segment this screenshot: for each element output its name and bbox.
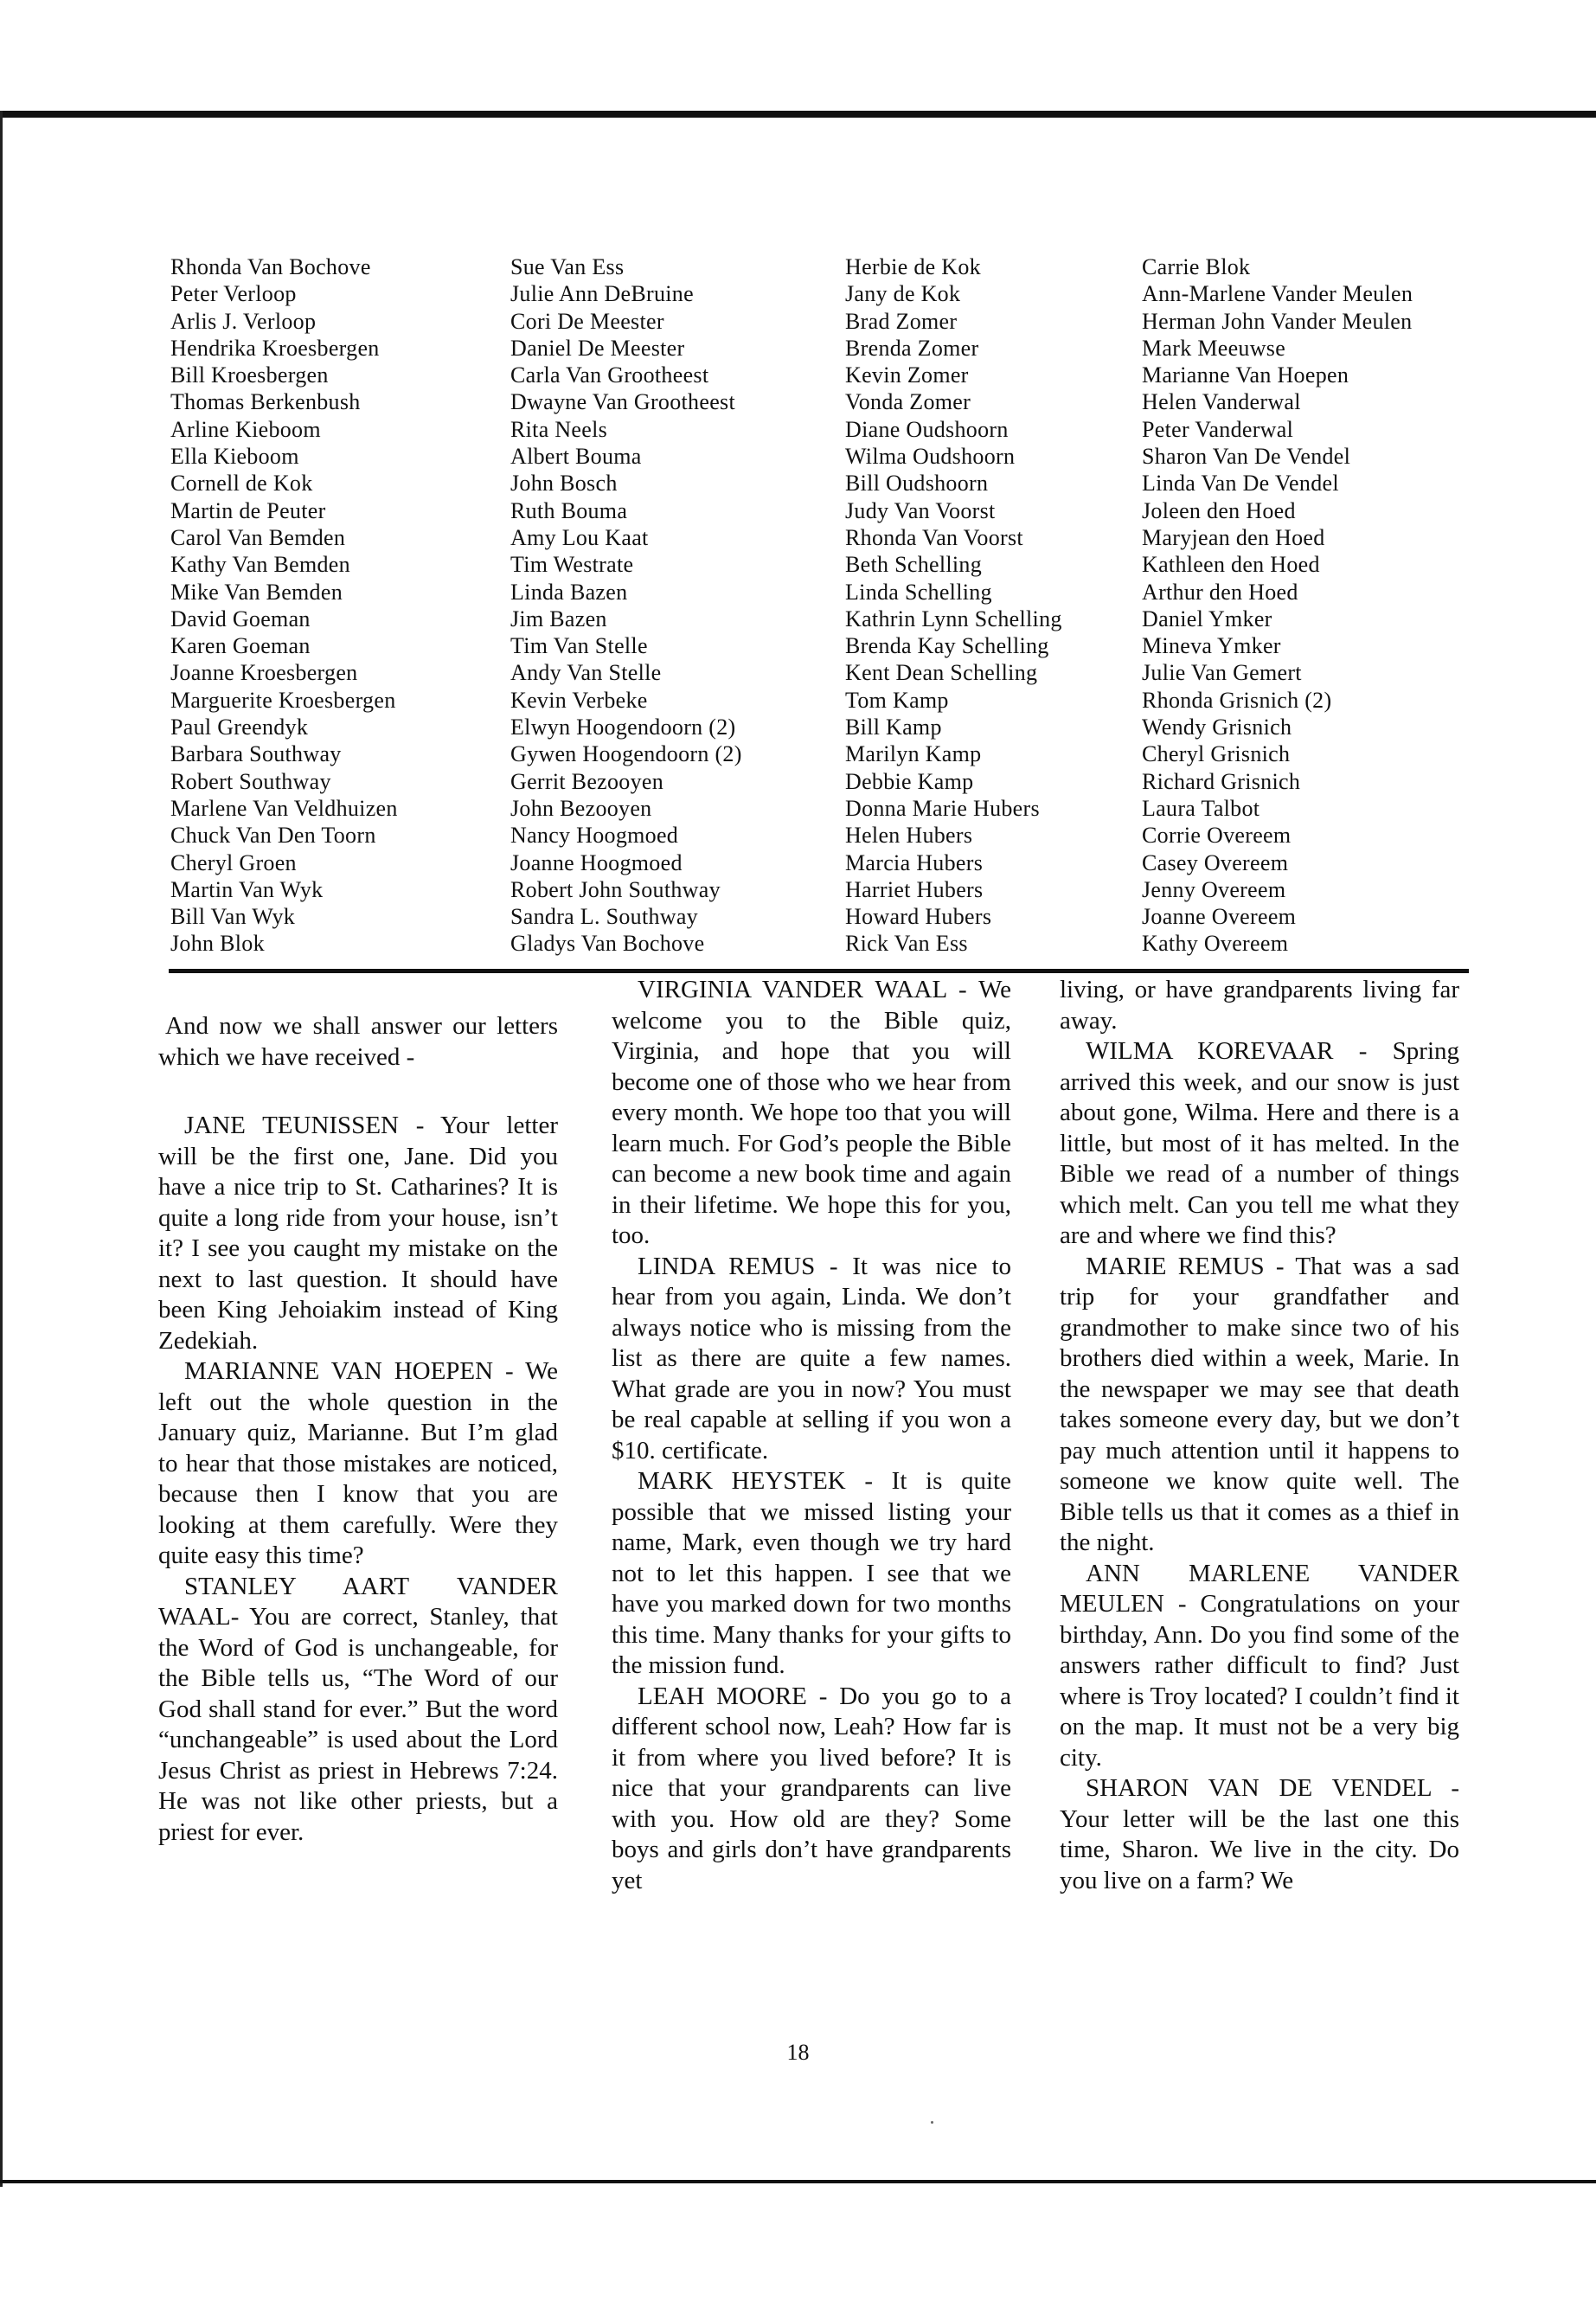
name-entry: Dwayne Van Grootheest <box>510 389 735 415</box>
name-entry: Joanne Overeem <box>1142 904 1297 930</box>
name-entry: Jim Bazen <box>510 606 607 631</box>
name-entry: Kent Dean Schelling <box>845 660 1038 686</box>
name-entry: Linda Schelling <box>845 579 992 605</box>
letter-reply: JANE TEUNISSEN - Your letter will be the first one, Jane. Did you have a nice trip to St. Catharines? It is quite a long ride from your house, isn’t it? I see you caught my mistake on the next to last question. It should have been King Jehoiakim instead of King Zedekiah. <box>158 1112 558 1355</box>
name-entry: Brenda Kay Schelling <box>845 633 1049 659</box>
letters-column-1 <box>158 975 558 1848</box>
name-entry: Kevin Verbeke <box>510 687 648 713</box>
name-entry: Harriet Hubers <box>845 876 984 902</box>
name-entry: Ann-Marlene Vander Meulen <box>1142 281 1413 307</box>
name-entry: Peter Vanderwal <box>1142 416 1294 442</box>
name-entry: Marianne Van Hoepen <box>1142 362 1349 388</box>
name-entry: Joleen den Hoed <box>1142 497 1296 523</box>
name-entry: Brenda Zomer <box>845 335 979 361</box>
name-entry: Marlene Van Veldhuizen <box>170 795 398 821</box>
name-entry: Rick Van Ess <box>845 931 968 957</box>
name-entry: Sue Van Ess <box>510 254 625 279</box>
name-entry: Marilyn Kamp <box>845 741 982 767</box>
name-entry: Tim Westrate <box>510 552 634 578</box>
name-entry: Daniel De Meester <box>510 335 685 361</box>
name-entry: Kathy Overeem <box>1142 931 1289 957</box>
name-entry: Joanne Hoogmoed <box>510 849 683 875</box>
name-entry: Casey Overeem <box>1142 849 1289 875</box>
letter-reply: VIRGINIA VANDER WAAL - We welcome you to the Bible quiz, Virginia, and hope that you will become one of those who we hear from every month. We hope too that you will learn much. For God’s people the Bible can become a new book time and again in their lifetime. We hope this for you, too. <box>612 976 1011 1249</box>
letter-reply: STANLEY AART VANDER WAAL- You are correct, Stanley, that the Word of God is unchangeable, for the Bible tells us, “The Word of our God shall stand for ever.” But the word “unchangeable” is used about the Lord Jesus Christ as priest in Hebrews 7:24. He was not like other priests, but a priest for ever. <box>158 1572 558 1846</box>
name-entry: Robert Southway <box>170 768 331 794</box>
name-entry: Elwyn Hoogendoorn (2) <box>510 715 736 740</box>
name-entry: Arline Kieboom <box>170 416 321 442</box>
name-entry: Nancy Hoogmoed <box>510 823 679 849</box>
name-entry: Carrie Blok <box>1142 254 1251 279</box>
name-entry: John Bosch <box>510 471 618 497</box>
names-column-3 <box>845 253 1062 958</box>
names-column-2 <box>510 253 742 958</box>
name-entry: Kathleen den Hoed <box>1142 552 1320 578</box>
name-entry: Herman John Vander Meulen <box>1142 308 1413 334</box>
name-entry: Sharon Van De Vendel <box>1142 444 1351 470</box>
name-entry: Linda Bazen <box>510 579 628 605</box>
letter-reply: SHARON VAN DE VENDEL - Your letter will be the last one this time, Sharon. We live in the city. Do you live on a farm? We <box>1060 1774 1459 1894</box>
name-entry: Julie Van Gemert <box>1142 660 1302 686</box>
name-entry: Cori De Meester <box>510 308 664 334</box>
name-entry: Helen Vanderwal <box>1142 389 1301 415</box>
name-entry: Herbie de Kok <box>845 254 981 279</box>
name-entry: Wilma Oudshoorn <box>845 444 1016 470</box>
letters-column-3 <box>1060 975 1459 1896</box>
letter-reply: MARIE REMUS - That was a sad trip for your grandfather and grandmother to make since two of his brothers died within a week, Marie. In the newspaper we may see that death takes someone every day, but we don’t pay much attention until it happens to someone we know quite well. The Bible tells us that it comes as a thief in the night. <box>1060 1252 1459 1556</box>
name-entry: Rhonda Van Voorst <box>845 524 1023 550</box>
name-entry: Debbie Kamp <box>845 768 974 794</box>
name-entry: Daniel Ymker <box>1142 606 1272 631</box>
name-entry: Hendrika Kroesbergen <box>170 335 380 361</box>
name-entry: Mineva Ymker <box>1142 633 1281 659</box>
name-entry: David Goeman <box>170 606 311 631</box>
name-entry: Bill Kamp <box>845 715 942 740</box>
letter-reply: LINDA REMUS - It was nice to hear from you again, Linda. We don’t always notice who is missing from the list as there are quite a few names. What grade are you in now? You must be real capable at selling if you won a $10. certificate. <box>612 1252 1011 1465</box>
left-page-edge <box>0 111 3 2187</box>
name-entry: Karen Goeman <box>170 633 311 659</box>
name-entry: Gladys Van Bochove <box>510 931 705 957</box>
name-entry: Barbara Southway <box>170 741 342 767</box>
name-entry: Gerrit Bezooyen <box>510 768 664 794</box>
name-entry: Laura Talbot <box>1142 795 1260 821</box>
name-entry: Rhonda Grisnich (2) <box>1142 687 1332 713</box>
name-entry: Bill Oudshoorn <box>845 471 989 497</box>
section-divider-rule <box>169 969 1469 973</box>
name-entry: Jany de Kok <box>845 281 961 307</box>
name-entry: Bill Kroesbergen <box>170 362 329 388</box>
name-entry: Judy Van Voorst <box>845 497 996 523</box>
name-entry: Kathy Van Bemden <box>170 552 350 578</box>
name-entry: Martin de Peuter <box>170 497 326 523</box>
name-entry: Albert Bouma <box>510 444 642 470</box>
name-entry: Wendy Grisnich <box>1142 715 1292 740</box>
letter-reply: MARIANNE VAN HOEPEN - We left out the whole question in the January quiz, Marianne. But I’m glad to hear that those mistakes are noticed, because then I know that you are looking at them carefully. Were they quite easy this time? <box>158 1357 558 1569</box>
name-entry: Vonda Zomer <box>845 389 971 415</box>
name-entry: John Blok <box>170 931 265 957</box>
name-entry: Corrie Overeem <box>1142 823 1292 849</box>
name-entry: Amy Lou Kaat <box>510 524 649 550</box>
name-entry: Marguerite Kroesbergen <box>170 687 396 713</box>
name-entry: Mark Meeuwse <box>1142 335 1286 361</box>
letter-reply: ANN MARLENE VANDER MEULEN - Congratulations on your birthday, Ann. Do you find some of the answers rather difficult to find? Just where is Troy located? I couldn’t find it on the map. It must not be a very big city. <box>1060 1559 1459 1772</box>
letter-reply: WILMA KOREVAAR - Spring arrived this week, and our snow is just about gone, Wilma. Here and there is a little, but most of it has melted. In the Bible we read of a number of things which melt. Can you tell me what they are and where we find this? <box>1060 1037 1459 1249</box>
name-entry: Beth Schelling <box>845 552 983 578</box>
name-entry: Howard Hubers <box>845 904 992 930</box>
name-entry: Marcia Hubers <box>845 849 984 875</box>
name-entry: Cheryl Grisnich <box>1142 741 1291 767</box>
print-speck <box>931 2121 933 2124</box>
name-entry: John Bezooyen <box>510 795 652 821</box>
name-entry: Carol Van Bemden <box>170 524 346 550</box>
name-entry: Andy Van Stelle <box>510 660 662 686</box>
name-entry: Jenny Overeem <box>1142 876 1286 902</box>
name-entry: Thomas Berkenbush <box>170 389 361 415</box>
name-entry: Martin Van Wyk <box>170 876 324 902</box>
name-entry: Arlis J. Verloop <box>170 308 317 334</box>
name-entry: Ella Kieboom <box>170 444 299 470</box>
letters-column-2 <box>612 975 1011 1896</box>
name-entry: Rita Neels <box>510 416 608 442</box>
name-entry: Donna Marie Hubers <box>845 795 1040 821</box>
name-entry: Linda Van De Vendel <box>1142 471 1339 497</box>
name-entry: Robert John Southway <box>510 876 721 902</box>
name-entry: Bill Van Wyk <box>170 904 296 930</box>
name-entry: Mike Van Bemden <box>170 579 343 605</box>
name-entry: Tim Van Stelle <box>510 633 648 659</box>
name-entry: Brad Zomer <box>845 308 958 334</box>
name-entry: Rhonda Van Bochove <box>170 254 371 279</box>
name-entry: Chuck Van Den Toorn <box>170 823 376 849</box>
name-entry: Cheryl Groen <box>170 849 297 875</box>
name-entry: Paul Greendyk <box>170 715 309 740</box>
top-border-rule <box>0 111 1596 118</box>
page-number: 18 <box>786 2040 810 2065</box>
letter-reply-continued: living, or have grandparents living far away. <box>1060 976 1459 1035</box>
name-entry: Carla Van Grootheest <box>510 362 709 388</box>
name-entry: Diane Oudshoorn <box>845 416 1009 442</box>
bottom-border-rule <box>0 2180 1596 2183</box>
name-entry: Helen Hubers <box>845 823 973 849</box>
name-entry: Peter Verloop <box>170 281 297 307</box>
name-entry: Tom Kamp <box>845 687 949 713</box>
name-entry: Ruth Bouma <box>510 497 628 523</box>
name-entry: Gywen Hoogendoorn (2) <box>510 741 742 767</box>
name-entry: Arthur den Hoed <box>1142 579 1298 605</box>
name-entry: Maryjean den Hoed <box>1142 524 1325 550</box>
names-column-1 <box>170 253 398 958</box>
letters-intro: And now we shall answer our letters which we have received - <box>158 1012 558 1071</box>
name-entry: Sandra L. Southway <box>510 904 698 930</box>
name-entry: Cornell de Kok <box>170 471 313 497</box>
letter-reply: LEAH MOORE - Do you go to a different school now, Leah? How far is it from where you lived before? It is nice that your grandparents can live with you. How old are they? Some boys and girls don’t have grandparents yet <box>612 1682 1011 1894</box>
name-entry: Richard Grisnich <box>1142 768 1301 794</box>
name-entry: Joanne Kroesbergen <box>170 660 358 686</box>
name-entry: Kevin Zomer <box>845 362 969 388</box>
name-entry: Julie Ann DeBruine <box>510 281 694 307</box>
letter-reply: MARK HEYSTEK - It is quite possible that we missed listing your name, Mark, even though we try hard not to let this happen. I see that we have you marked down for two months this time. Many thanks for your gifts to the mission fund. <box>612 1467 1011 1679</box>
names-column-4 <box>1142 253 1413 958</box>
name-entry: Kathrin Lynn Schelling <box>845 606 1062 631</box>
